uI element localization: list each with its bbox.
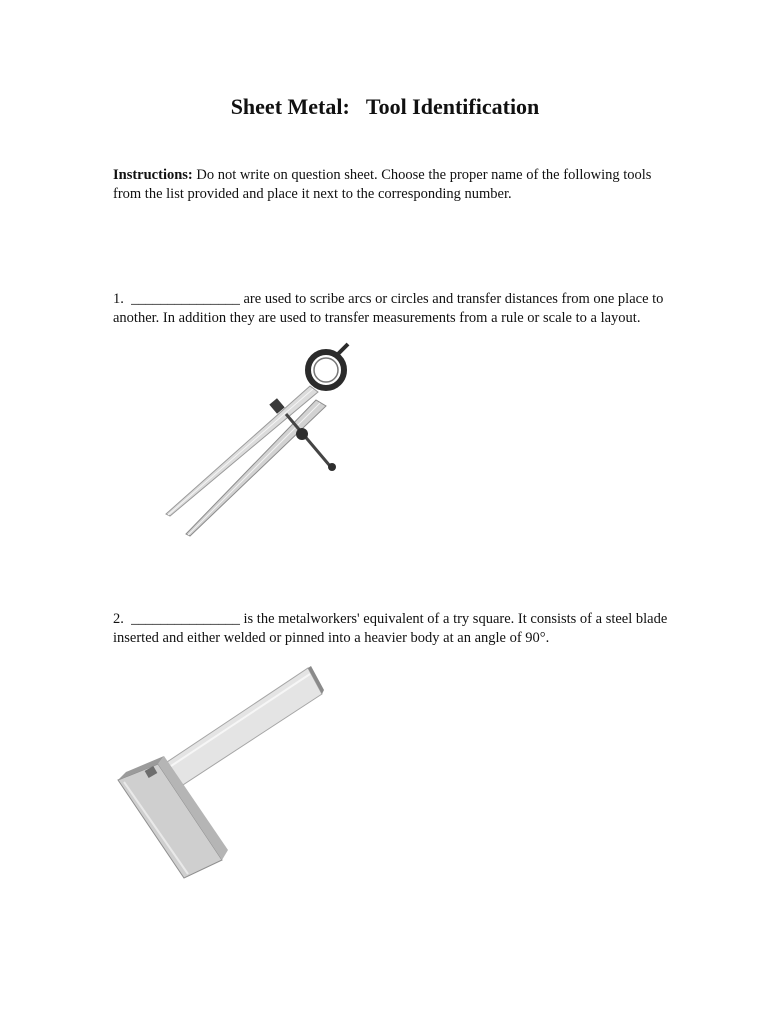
page-title: Sheet Metal: Tool Identification: [230, 94, 540, 119]
instructions-paragraph: [113, 166, 673, 203]
question-1: [113, 290, 673, 327]
question-text: are used to scribe arcs or circles and transfer distances from one place to another. In addition they are used to transfer measurements from a rule or scale to a layout.: [113, 291, 664, 326]
question-2: [113, 610, 673, 647]
instructions-label: Instructions:: [113, 167, 193, 183]
question-number: 1.: [113, 291, 124, 307]
question-number: 2.: [113, 611, 124, 627]
question-text: is the metalworkers' equivalent of a try square. It consists of a steel blade inserted and either welded or pinned into a heavier body at an angle of 90°.: [113, 611, 668, 646]
instructions-text: Do not write on question sheet. Choose the proper name of the following tools from the list provided and place it next to the corresponding number.: [113, 167, 652, 202]
dividers-tool-icon: [160, 340, 360, 540]
answer-blank: _______________: [131, 611, 240, 627]
steel-square-tool-icon: [112, 660, 332, 890]
answer-blank: _______________: [131, 291, 240, 307]
